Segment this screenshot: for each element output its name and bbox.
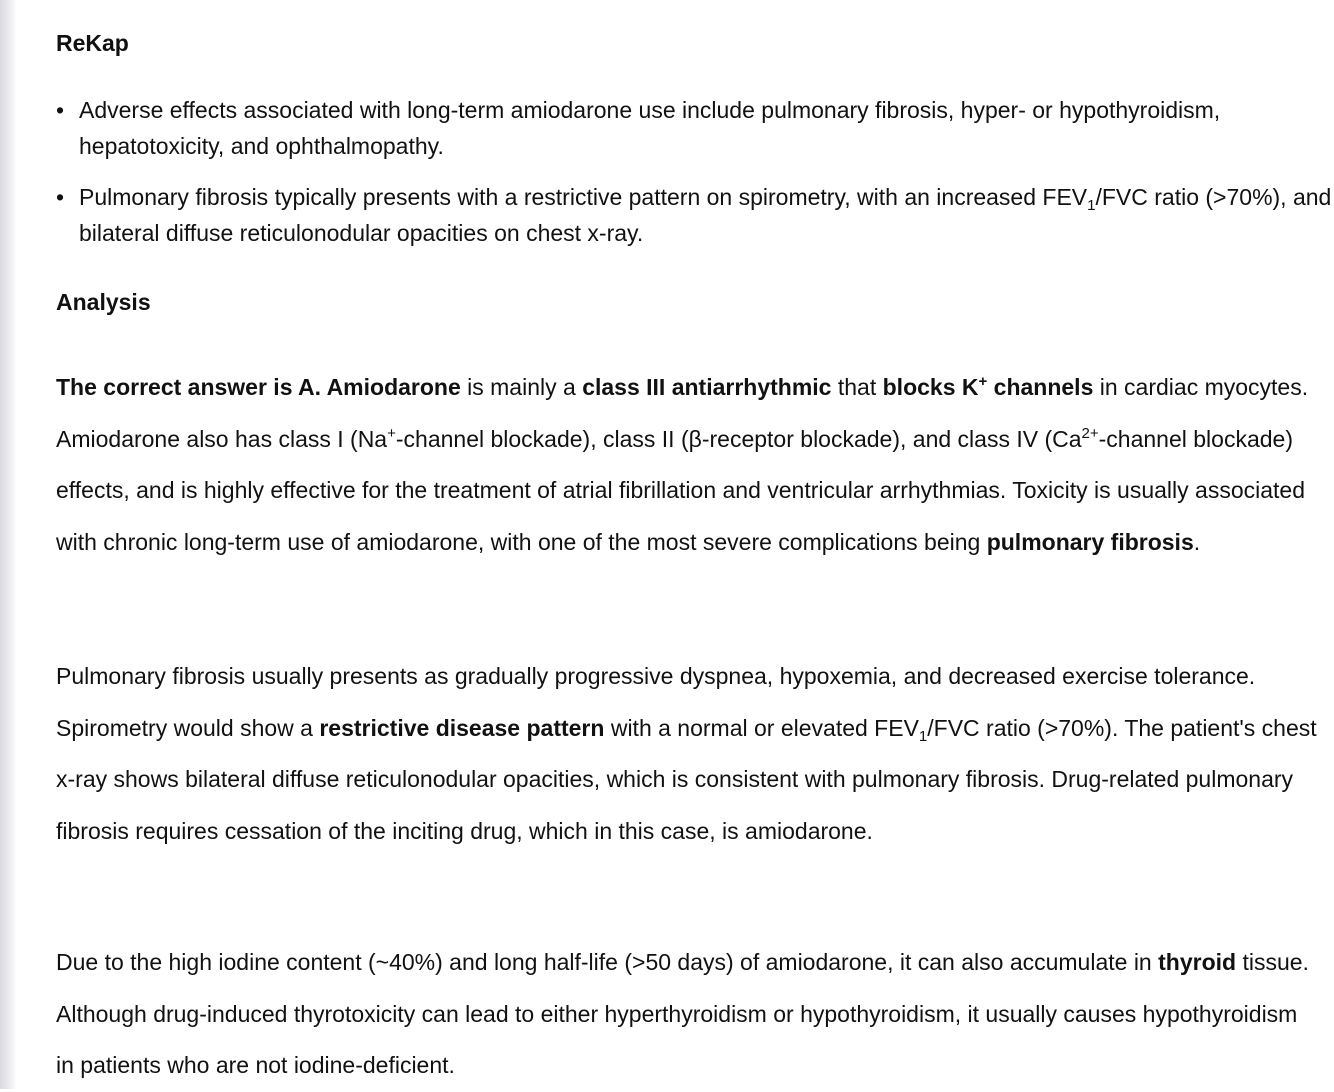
superscript: + xyxy=(978,373,988,390)
analysis-paragraph xyxy=(56,937,1318,1092)
paragraph-text: Due to the high iodine content (~40%) and long half-life (>50 days) of amiodarone, it can also accumulate in xyxy=(56,949,1159,975)
bold-term-text: blocks K xyxy=(882,374,979,400)
rekap-item-text: /FVC ratio (>70%), and bilateral diffuse reticulonodular opacities on chest x-ray. xyxy=(79,184,1332,246)
paragraph-text: is mainly a xyxy=(460,374,583,400)
bold-term: thyroid xyxy=(1158,949,1237,975)
paragraph-text: in cardiac myocytes. Amiodarone also has class I (Na xyxy=(56,374,1309,452)
rekap-heading: ReKap xyxy=(56,30,129,56)
analysis-heading: Analysis xyxy=(56,289,151,315)
superscript: + xyxy=(387,424,396,442)
bullet-icon: • xyxy=(56,184,65,210)
paragraph-text: Pulmonary fibrosis usually presents as gradually progressive dyspnea, hypoxemia, and decreased exercise tolerance. Spirometry would show a xyxy=(56,663,1256,741)
bold-term-text: channels xyxy=(987,374,1094,400)
rekap-list xyxy=(56,92,1334,266)
paragraph-text: -channel blockade), class II (β-receptor blockade), and class IV (Ca xyxy=(395,425,1082,452)
analysis-paragraph xyxy=(56,651,1318,857)
superscript: 2+ xyxy=(1081,424,1099,442)
bullet-icon: • xyxy=(56,97,65,123)
correct-answer-text: The correct answer is A. Amiodarone xyxy=(56,374,461,400)
paragraph-text: that xyxy=(831,374,883,400)
bold-term: pulmonary fibrosis xyxy=(986,528,1194,555)
bold-term: class III antiarrhythmic xyxy=(582,374,832,400)
rekap-item-text: Pulmonary fibrosis typically presents with a restrictive pattern on spirometry, with an increased FEV xyxy=(79,184,1088,210)
paragraph-text: tissue. Although drug-induced thyrotoxicity can lead to either hyperthyroidism or hypothyroidism, it usually causes hypothyroidism in patients who are not iodine-deficient. xyxy=(56,949,1309,1078)
paragraph-text: /FVC ratio (>70%). The patient's chest x-ray shows bilateral diffuse reticulonodular opacities, which is consistent with pulmonary fibrosis. Drug-related pulmonary fibrosis requires cessation of the inciting drug, which in this case, is amiodarone. xyxy=(56,714,1317,844)
bold-term xyxy=(883,374,1094,400)
paragraph-text: -channel blockade) effects, and is highly effective for the treatment of atrial fibrillation and ventricular arrhythmias. Toxicity is usually associated with chronic long-term use of amiodarone, with one of the most severe complications being xyxy=(56,425,1305,555)
rekap-item-text: Adverse effects associated with long-term amiodarone use include pulmonary fibrosis, hyper- or hypothyroidism, hepatotoxicity, and ophthalmopathy. xyxy=(79,97,1221,159)
paragraph-text: . xyxy=(1193,528,1201,555)
analysis-paragraph xyxy=(56,362,1318,568)
window-left-edge xyxy=(0,0,16,1089)
paragraph-text: with a normal or elevated FEV xyxy=(604,714,919,741)
bold-term: restrictive disease pattern xyxy=(319,714,605,741)
rekap-item xyxy=(56,92,1334,164)
rekap-item xyxy=(56,179,1334,251)
subscript: 1 xyxy=(1087,197,1096,214)
subscript: 1 xyxy=(918,727,928,745)
